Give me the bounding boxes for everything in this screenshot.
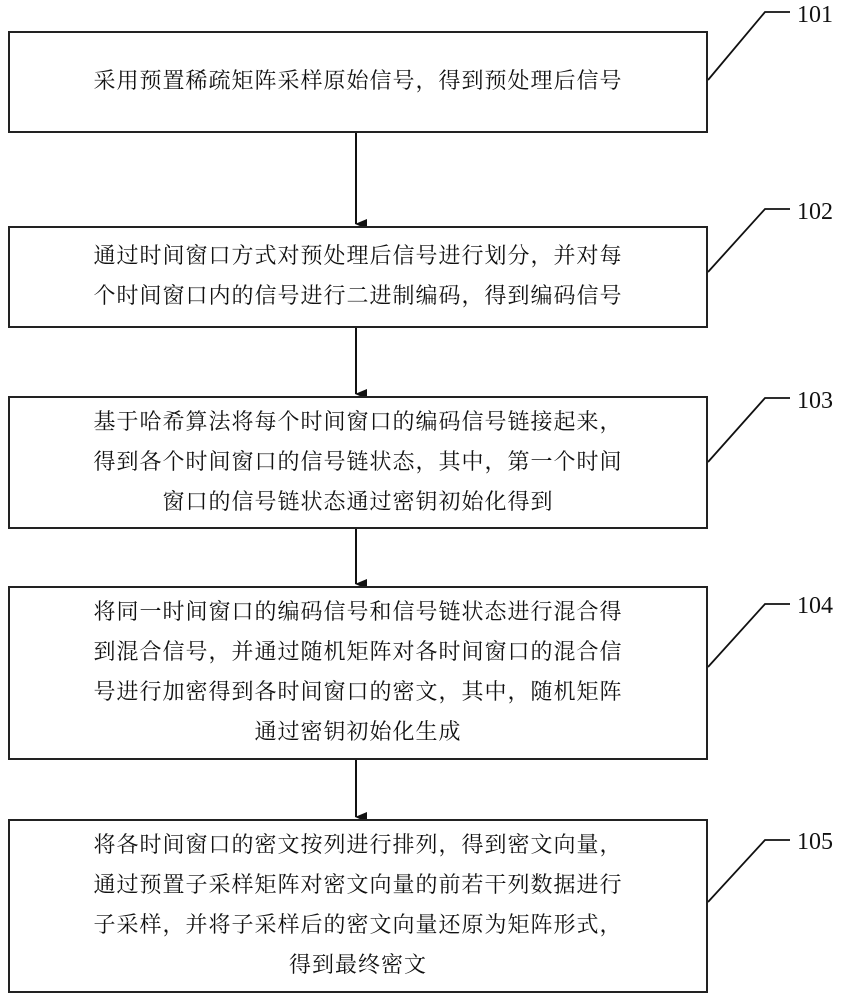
step-text-line: 采用预置稀疏矩阵采样原始信号，得到预处理后信号 [93,69,623,94]
step-box-102 [8,226,708,328]
step-text-line: 通过预置子采样矩阵对密文向量的前若干列数据进行 [93,873,623,898]
step-text-line: 号进行加密得到各时间窗口的密文，其中，随机矩阵 [93,680,623,705]
leader-line-105 [708,840,790,902]
step-text-line: 得到最终密文 [288,953,427,978]
leader-line-103 [708,398,790,462]
step-text-line: 通过密钥初始化生成 [254,720,462,745]
step-box-104 [8,586,708,760]
step-number-104: 104 [797,593,833,619]
step-text-line: 得到各个时间窗口的信号链状态，其中，第一个时间 [93,449,623,475]
leader-line-104 [708,604,790,667]
step-text-line: 窗口的信号链状态通过密钥初始化得到 [162,489,554,515]
step-text-line: 到混合信号，并通过随机矩阵对各时间窗口的混合信 [93,640,623,665]
step-text-line: 将同一时间窗口的编码信号和信号链状态进行混合得 [93,600,623,625]
leader-line-101 [708,12,790,80]
step-box-105 [8,819,708,993]
step-text-line: 通过时间窗口方式对预处理后信号进行划分，并对每 [93,244,623,269]
step-text-line: 子采样，并将子采样后的密文向量还原为矩阵形式， [93,913,623,938]
step-text-line: 将各时间窗口的密文按列进行排列，得到密文向量， [93,833,623,858]
step-box-101 [8,31,708,133]
step-number-103: 103 [797,388,833,414]
step-text-line: 个时间窗口内的信号进行二进制编码，得到编码信号 [93,284,623,309]
step-number-105: 105 [797,829,833,855]
leader-line-102 [708,209,790,272]
step-number-102: 102 [797,199,833,225]
step-box-103 [8,396,708,529]
step-number-101: 101 [797,2,833,28]
step-text-line: 基于哈希算法将每个时间窗口的编码信号链接起来， [93,409,623,435]
